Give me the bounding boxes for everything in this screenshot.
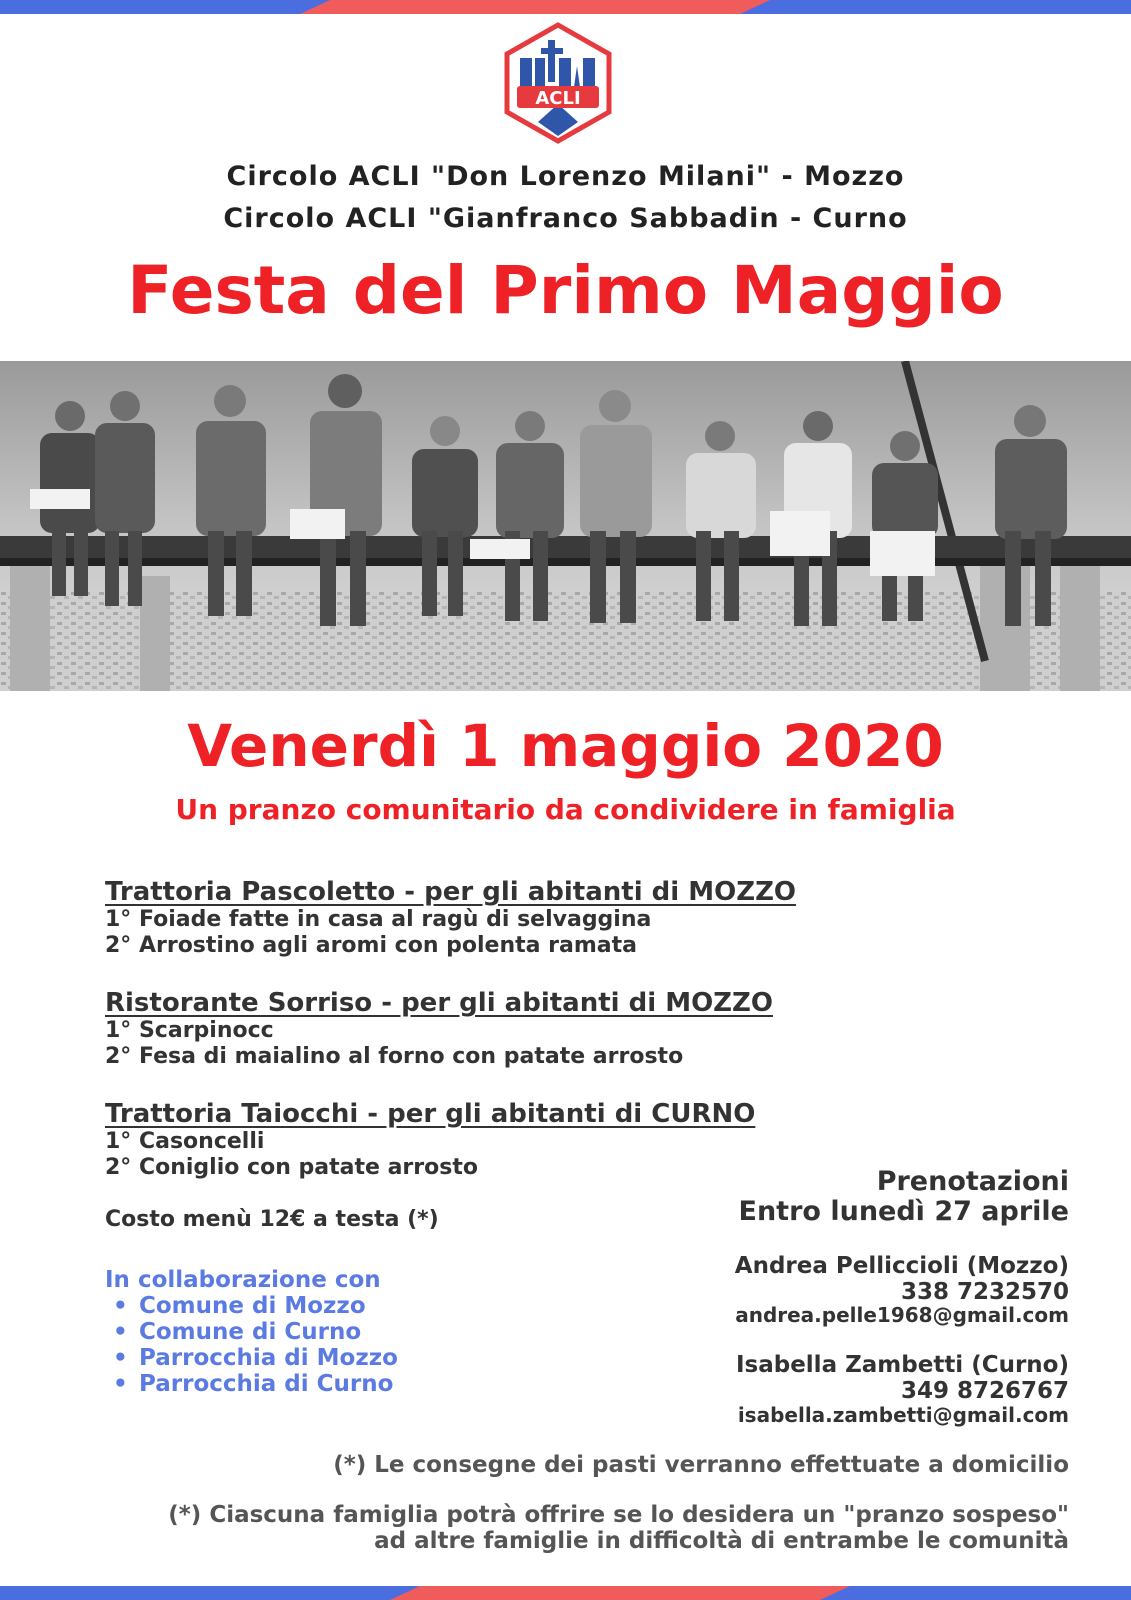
contact-name: Andrea Pellicciolі (Mozzo) [734, 1253, 1069, 1279]
menu-block [105, 988, 825, 1070]
list-item: • Comune di Curno [113, 1319, 362, 1345]
second-course: 2° Coniglio con patate arrosto [105, 1155, 478, 1180]
booking-deadline: Entro lunedì 27 aprile [738, 1196, 1069, 1227]
first-course: 1° Foiade fatte in casa al ragù di selvaggina [105, 907, 652, 932]
menu-cost: Costo menù 12€ a testa (*) [105, 1207, 439, 1232]
contact-phone: 349 8726767 [900, 1378, 1069, 1404]
event-subtitle: Un pranzo comunitario da condividere in famiglia [175, 793, 956, 826]
bottom-color-band [0, 1586, 1131, 1600]
second-course: 2° Fesa di maialino al forno con patate arrosto [105, 1044, 684, 1069]
list-item: • Comune di Mozzo [113, 1293, 366, 1319]
menu-block [105, 877, 825, 959]
circolo-curno: Circolo ACLI "Gianfranco Sabbadin - Curno [223, 203, 908, 234]
list-item: • Parrocchia di Mozzo [113, 1345, 398, 1371]
restaurant-name: Ristorante Sorriso - per gli abitanti di MOZZO [105, 988, 773, 1018]
restaurant-name: Trattoria Taiocchi - per gli abitanti di CURNO [105, 1099, 756, 1129]
contact-email: isabella.zambetti@gmail.com [737, 1403, 1069, 1427]
page-title: Festa del Primo Maggio [127, 252, 1004, 329]
sospeso-note-line-1: (*) Ciascuna famiglia potrà offrire se lo desidera un "pranzo sospeso" [168, 1502, 1069, 1528]
partner-name: Parrocchia di Mozzo [139, 1345, 398, 1371]
circolo-mozzo: Circolo ACLI "Don Lorenzo Milani" - Mozzo [226, 161, 905, 192]
event-date: Venerdì 1 maggio 2020 [187, 712, 944, 780]
partner-name: Comune di Curno [139, 1319, 362, 1345]
partner-name: Comune di Mozzo [139, 1293, 366, 1319]
logo-text: ACLI [535, 88, 581, 109]
contact-email: andrea.pelle1968@gmail.com [735, 1303, 1069, 1327]
workers-on-beam-photo [0, 361, 1131, 691]
contact-name: Isabella Zambetti (Curno) [735, 1352, 1069, 1378]
first-course: 1° Scarpinocc [105, 1018, 274, 1043]
first-course: 1° Casoncelli [105, 1129, 265, 1154]
collaboration-heading: In collaborazione con [105, 1267, 381, 1293]
restaurant-name: Trattoria Pascoletto - per gli abitanti di MOZZO [105, 877, 797, 907]
sospeso-note-line-2: ad altre famiglie in difficoltà di entrambe le comunità [374, 1528, 1069, 1554]
collaboration-section [105, 1267, 398, 1397]
booking-heading: Prenotazioni [876, 1166, 1069, 1197]
menu-block [105, 1099, 825, 1181]
acli-logo [503, 22, 613, 144]
list-item: • Parrocchia di Curno [113, 1371, 394, 1397]
second-course: 2° Arrostino agli aromi con polenta ramata [105, 933, 637, 958]
top-color-band [0, 0, 1131, 14]
partner-name: Parrocchia di Curno [139, 1371, 394, 1397]
collaboration-list [105, 1293, 398, 1397]
delivery-note: (*) Le consegne dei pasti verranno effettuate a domicilio [333, 1452, 1069, 1478]
contact-phone: 338 7232570 [900, 1279, 1069, 1305]
